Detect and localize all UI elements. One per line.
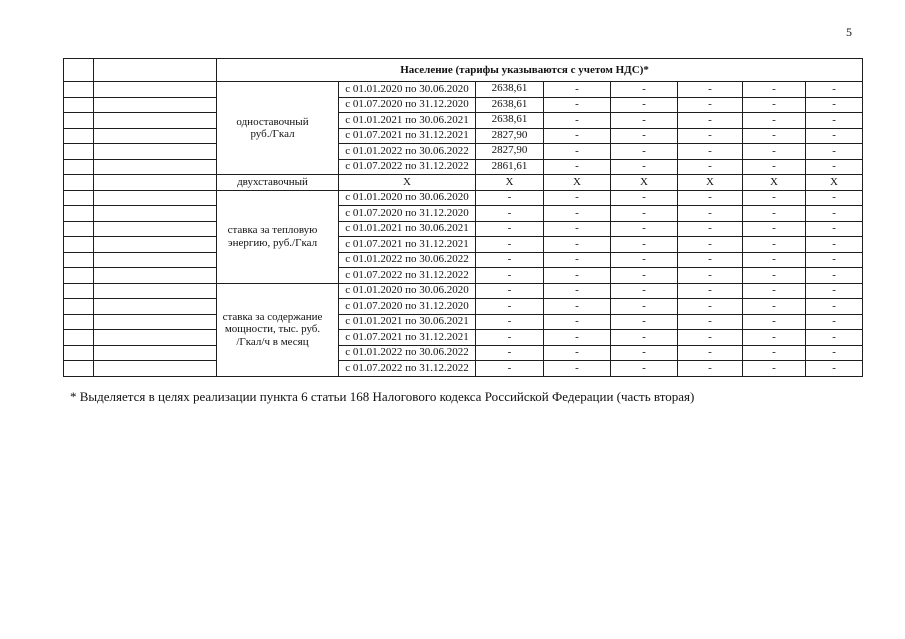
empty-cell bbox=[94, 190, 217, 206]
empty-cell bbox=[64, 237, 94, 253]
value-cell: - bbox=[611, 314, 678, 330]
empty-cell bbox=[64, 206, 94, 222]
period-cell: с 01.07.2022 по 31.12.2022 bbox=[339, 361, 476, 377]
page-number: 5 bbox=[846, 25, 852, 39]
value-cell: - bbox=[544, 128, 611, 144]
tariff-type-label-line: энергию, руб./Гкал bbox=[227, 236, 318, 249]
table-row bbox=[64, 252, 863, 268]
value-cell: - bbox=[611, 361, 678, 377]
value-cell: - bbox=[743, 159, 806, 175]
table-row bbox=[64, 221, 863, 237]
value-cell: - bbox=[544, 144, 611, 160]
tariff-value-cell: - bbox=[476, 252, 544, 268]
value-cell: - bbox=[678, 221, 743, 237]
value-cell: - bbox=[611, 97, 678, 113]
empty-cell bbox=[94, 97, 217, 113]
value-cell: - bbox=[806, 283, 863, 299]
period-cell: с 01.07.2020 по 31.12.2020 bbox=[339, 299, 476, 315]
empty-cell bbox=[64, 314, 94, 330]
value-cell: - bbox=[611, 252, 678, 268]
table-row bbox=[64, 175, 863, 191]
period-cell: с 01.07.2020 по 31.12.2020 bbox=[339, 206, 476, 222]
tariff-value-cell: 2638,61 bbox=[476, 82, 544, 98]
value-cell: - bbox=[544, 206, 611, 222]
empty-cell bbox=[64, 59, 94, 82]
table-row bbox=[64, 345, 863, 361]
value-cell: - bbox=[611, 82, 678, 98]
empty-cell bbox=[94, 221, 217, 237]
table-header-title: Население (тарифы указываются с учетом НДС)* bbox=[217, 59, 863, 82]
tariff-value-cell: - bbox=[476, 206, 544, 222]
value-cell: - bbox=[678, 159, 743, 175]
empty-cell bbox=[94, 268, 217, 284]
table-body bbox=[64, 59, 863, 377]
empty-cell bbox=[64, 82, 94, 98]
empty-cell bbox=[94, 82, 217, 98]
tariff-value-cell: 2861,61 bbox=[476, 159, 544, 175]
empty-cell bbox=[64, 159, 94, 175]
empty-cell bbox=[64, 113, 94, 129]
tariff-type-label-line: /Гкал/ч в месяц bbox=[236, 335, 309, 348]
tariff-type-cell bbox=[217, 283, 339, 376]
value-cell: - bbox=[806, 206, 863, 222]
table-row bbox=[64, 314, 863, 330]
value-cell: - bbox=[611, 299, 678, 315]
value-cell: - bbox=[806, 299, 863, 315]
period-cell: с 01.01.2020 по 30.06.2020 bbox=[339, 283, 476, 299]
value-cell: - bbox=[678, 299, 743, 315]
table-row bbox=[64, 190, 863, 206]
value-cell: - bbox=[611, 206, 678, 222]
footnote: * Выделяется в целях реализации пункта 6 статьи 168 Налогового кодекса Российской Федерации (часть вторая) bbox=[70, 389, 695, 404]
value-cell: - bbox=[678, 113, 743, 129]
period-cell: X bbox=[339, 175, 476, 191]
period-cell: с 01.01.2021 по 30.06.2021 bbox=[339, 113, 476, 129]
value-cell: - bbox=[544, 330, 611, 346]
value-cell: - bbox=[743, 190, 806, 206]
tariff-value-cell: - bbox=[476, 268, 544, 284]
tariff-table bbox=[63, 58, 863, 377]
value-cell: - bbox=[544, 345, 611, 361]
period-cell: с 01.01.2022 по 30.06.2022 bbox=[339, 144, 476, 160]
value-cell: - bbox=[611, 144, 678, 160]
period-cell: с 01.01.2021 по 30.06.2021 bbox=[339, 221, 476, 237]
empty-cell bbox=[94, 299, 217, 315]
value-cell: - bbox=[743, 128, 806, 144]
tariff-value-cell: - bbox=[476, 361, 544, 377]
value-cell: - bbox=[806, 159, 863, 175]
value-cell: - bbox=[611, 345, 678, 361]
value-cell: - bbox=[678, 330, 743, 346]
empty-cell bbox=[94, 361, 217, 377]
period-cell: с 01.07.2021 по 31.12.2021 bbox=[339, 330, 476, 346]
value-cell: - bbox=[678, 283, 743, 299]
value-cell: - bbox=[743, 113, 806, 129]
value-cell: - bbox=[806, 330, 863, 346]
value-cell: X bbox=[544, 175, 611, 191]
value-cell: - bbox=[806, 97, 863, 113]
value-cell: - bbox=[611, 221, 678, 237]
value-cell: - bbox=[611, 128, 678, 144]
empty-cell bbox=[94, 159, 217, 175]
tariff-value-cell: 2827,90 bbox=[476, 128, 544, 144]
value-cell: - bbox=[611, 268, 678, 284]
value-cell: - bbox=[678, 82, 743, 98]
empty-cell bbox=[64, 252, 94, 268]
value-cell: - bbox=[611, 113, 678, 129]
tariff-value-cell: - bbox=[476, 237, 544, 253]
value-cell: - bbox=[544, 314, 611, 330]
value-cell: - bbox=[806, 128, 863, 144]
empty-cell bbox=[64, 128, 94, 144]
table-row bbox=[64, 159, 863, 175]
tariff-type-label-line: двухставочный bbox=[237, 176, 308, 188]
empty-cell bbox=[64, 283, 94, 299]
value-cell: - bbox=[678, 361, 743, 377]
table-row bbox=[64, 283, 863, 299]
value-cell: - bbox=[806, 345, 863, 361]
table-row bbox=[64, 144, 863, 160]
value-cell: - bbox=[806, 82, 863, 98]
value-cell: X bbox=[743, 175, 806, 191]
value-cell: - bbox=[743, 283, 806, 299]
table-row bbox=[64, 299, 863, 315]
value-cell: - bbox=[544, 221, 611, 237]
empty-cell bbox=[64, 361, 94, 377]
value-cell: - bbox=[743, 299, 806, 315]
value-cell: - bbox=[743, 206, 806, 222]
table-row bbox=[64, 361, 863, 377]
tariff-type-cell bbox=[217, 190, 339, 283]
value-cell: - bbox=[678, 252, 743, 268]
empty-cell bbox=[64, 175, 94, 191]
tariff-value-cell: - bbox=[476, 299, 544, 315]
period-cell: с 01.01.2021 по 30.06.2021 bbox=[339, 314, 476, 330]
tariff-type-label-line: ставка за тепловую bbox=[227, 224, 318, 236]
tariff-type-cell bbox=[217, 82, 339, 175]
table-row bbox=[64, 82, 863, 98]
empty-cell bbox=[64, 345, 94, 361]
table-row bbox=[64, 330, 863, 346]
tariff-value-cell: X bbox=[476, 175, 544, 191]
value-cell: - bbox=[611, 330, 678, 346]
empty-cell bbox=[64, 144, 94, 160]
tariff-value-cell: 2638,61 bbox=[476, 113, 544, 129]
tariff-value-cell: - bbox=[476, 221, 544, 237]
tariff-value-cell: - bbox=[476, 330, 544, 346]
value-cell: - bbox=[806, 252, 863, 268]
empty-cell bbox=[94, 113, 217, 129]
empty-cell bbox=[94, 206, 217, 222]
table-header-row bbox=[64, 59, 863, 82]
tariff-type-cell bbox=[217, 175, 339, 191]
table-row bbox=[64, 206, 863, 222]
value-cell: - bbox=[544, 159, 611, 175]
period-cell: с 01.01.2022 по 30.06.2022 bbox=[339, 345, 476, 361]
table-row bbox=[64, 97, 863, 113]
empty-cell bbox=[64, 221, 94, 237]
empty-cell bbox=[94, 345, 217, 361]
value-cell: - bbox=[678, 268, 743, 284]
tariff-type-label-line: мощности, тыс. руб. bbox=[224, 323, 321, 336]
empty-cell bbox=[94, 237, 217, 253]
value-cell: - bbox=[544, 299, 611, 315]
table-row bbox=[64, 237, 863, 253]
empty-cell bbox=[94, 330, 217, 346]
value-cell: - bbox=[806, 221, 863, 237]
empty-cell bbox=[64, 97, 94, 113]
value-cell: - bbox=[611, 190, 678, 206]
tariff-type-label-line: одноставочный bbox=[236, 115, 309, 128]
period-cell: с 01.07.2021 по 31.12.2021 bbox=[339, 237, 476, 253]
empty-cell bbox=[94, 144, 217, 160]
value-cell: - bbox=[544, 361, 611, 377]
empty-cell bbox=[94, 59, 217, 82]
period-cell: с 01.01.2022 по 30.06.2022 bbox=[339, 252, 476, 268]
tariff-type-label-line: руб./Гкал bbox=[250, 128, 295, 140]
value-cell: - bbox=[678, 345, 743, 361]
tariff-type-label-line: ставка за содержание bbox=[222, 310, 323, 323]
table-row bbox=[64, 113, 863, 129]
value-cell: - bbox=[743, 345, 806, 361]
value-cell: - bbox=[544, 237, 611, 253]
value-cell: - bbox=[743, 97, 806, 113]
value-cell: - bbox=[678, 237, 743, 253]
value-cell: - bbox=[806, 361, 863, 377]
empty-cell bbox=[94, 252, 217, 268]
value-cell: - bbox=[544, 190, 611, 206]
empty-cell bbox=[94, 175, 217, 191]
value-cell: - bbox=[544, 113, 611, 129]
value-cell: - bbox=[743, 361, 806, 377]
tariff-value-cell: - bbox=[476, 314, 544, 330]
period-cell: с 01.01.2020 по 30.06.2020 bbox=[339, 82, 476, 98]
value-cell: - bbox=[611, 159, 678, 175]
value-cell: - bbox=[743, 314, 806, 330]
value-cell: - bbox=[743, 144, 806, 160]
value-cell: - bbox=[743, 221, 806, 237]
value-cell: - bbox=[544, 97, 611, 113]
value-cell: - bbox=[544, 82, 611, 98]
value-cell: - bbox=[743, 268, 806, 284]
tariff-value-cell: - bbox=[476, 283, 544, 299]
value-cell: - bbox=[806, 113, 863, 129]
empty-cell bbox=[94, 283, 217, 299]
table-row bbox=[64, 268, 863, 284]
value-cell: - bbox=[806, 144, 863, 160]
tariff-value-cell: - bbox=[476, 190, 544, 206]
value-cell: - bbox=[743, 252, 806, 268]
empty-cell bbox=[94, 128, 217, 144]
value-cell: - bbox=[806, 314, 863, 330]
value-cell: - bbox=[743, 82, 806, 98]
empty-cell bbox=[64, 330, 94, 346]
value-cell: - bbox=[611, 283, 678, 299]
value-cell: - bbox=[743, 237, 806, 253]
period-cell: с 01.07.2022 по 31.12.2022 bbox=[339, 268, 476, 284]
value-cell: - bbox=[743, 330, 806, 346]
table-row bbox=[64, 128, 863, 144]
value-cell: X bbox=[611, 175, 678, 191]
value-cell: - bbox=[544, 283, 611, 299]
value-cell: - bbox=[678, 206, 743, 222]
tariff-value-cell: 2827,90 bbox=[476, 144, 544, 160]
value-cell: - bbox=[678, 190, 743, 206]
value-cell: - bbox=[806, 190, 863, 206]
empty-cell bbox=[64, 299, 94, 315]
empty-cell bbox=[94, 314, 217, 330]
empty-cell bbox=[64, 268, 94, 284]
value-cell: - bbox=[806, 237, 863, 253]
period-cell: с 01.01.2020 по 30.06.2020 bbox=[339, 190, 476, 206]
period-cell: с 01.07.2022 по 31.12.2022 bbox=[339, 159, 476, 175]
value-cell: - bbox=[806, 268, 863, 284]
value-cell: - bbox=[544, 252, 611, 268]
value-cell: - bbox=[544, 268, 611, 284]
tariff-value-cell: - bbox=[476, 345, 544, 361]
empty-cell bbox=[64, 190, 94, 206]
value-cell: X bbox=[806, 175, 863, 191]
period-cell: с 01.07.2020 по 31.12.2020 bbox=[339, 97, 476, 113]
value-cell: - bbox=[678, 144, 743, 160]
value-cell: - bbox=[611, 237, 678, 253]
value-cell: - bbox=[678, 128, 743, 144]
period-cell: с 01.07.2021 по 31.12.2021 bbox=[339, 128, 476, 144]
tariff-value-cell: 2638,61 bbox=[476, 97, 544, 113]
value-cell: - bbox=[678, 97, 743, 113]
value-cell: - bbox=[678, 314, 743, 330]
value-cell: X bbox=[678, 175, 743, 191]
